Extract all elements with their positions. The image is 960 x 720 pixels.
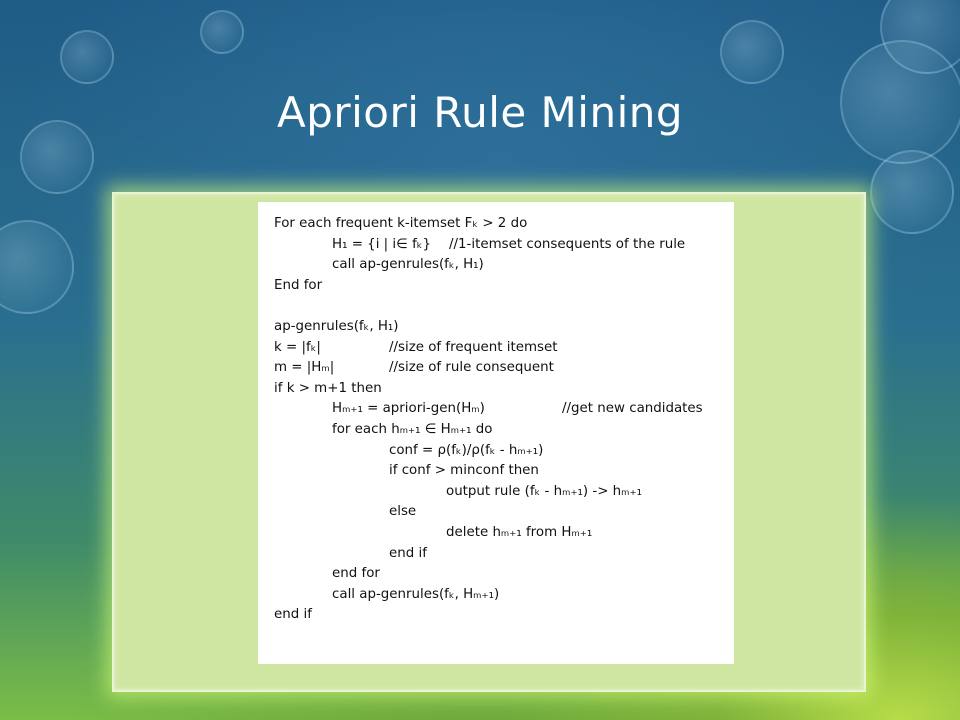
content-panel (112, 192, 866, 692)
code-line: m = |Hₘ| //size of rule consequent (274, 358, 642, 379)
code-line: delete hₘ₊₁ from Hₘ₊₁ (446, 524, 593, 540)
bokeh-circle (200, 10, 244, 54)
pseudocode-card (258, 202, 734, 664)
code-comment: //size of frequent itemset (389, 339, 558, 355)
code-line: call ap-genrules(fₖ, H₁) (332, 257, 484, 273)
slide-title: Apriori Rule Mining (276, 88, 684, 137)
code-line: if conf > minconf then (389, 463, 539, 479)
code-line: Hₘ₊₁ = apriori-gen(Hₘ) //get new candidates (274, 399, 642, 420)
code-comment: //get new candidates (562, 401, 703, 417)
blank-line (274, 296, 642, 317)
code-comment: //1-itemset consequents of the rule (449, 236, 686, 252)
code-line: end for (332, 566, 380, 582)
code-line: k = |fₖ| //size of frequent itemset (274, 338, 642, 359)
code-line: conf = ρ(fₖ)/ρ(fₖ - hₘ₊₁) (389, 442, 544, 458)
code-line: For each frequent k-itemset Fₖ > 2 do (274, 216, 528, 231)
code-line: output rule (fₖ - hₘ₊₁) -> hₘ₊₁ (446, 483, 642, 499)
code-line: ap-genrules(fₖ, H₁) (274, 318, 399, 334)
code-comment: //size of rule consequent (389, 360, 554, 376)
bokeh-circle (0, 220, 74, 314)
bokeh-circle (720, 20, 784, 84)
code-line: End for (274, 277, 323, 293)
code-line: call ap-genrules(fₖ, Hₘ₊₁) (332, 586, 500, 602)
code-line: end if (389, 545, 427, 561)
bokeh-circle (60, 30, 114, 84)
pseudocode-block (274, 214, 703, 626)
code-line: H₁ = {i | i∈ fₖ} //1-itemset consequents of the rule (274, 235, 642, 256)
bokeh-circle (870, 150, 954, 234)
code-line: for each hₘ₊₁ ∈ Hₘ₊₁ do (332, 421, 493, 437)
code-line: end if (274, 607, 312, 623)
code-line: else (389, 504, 417, 520)
code-line: if k > m+1 then (274, 380, 382, 396)
